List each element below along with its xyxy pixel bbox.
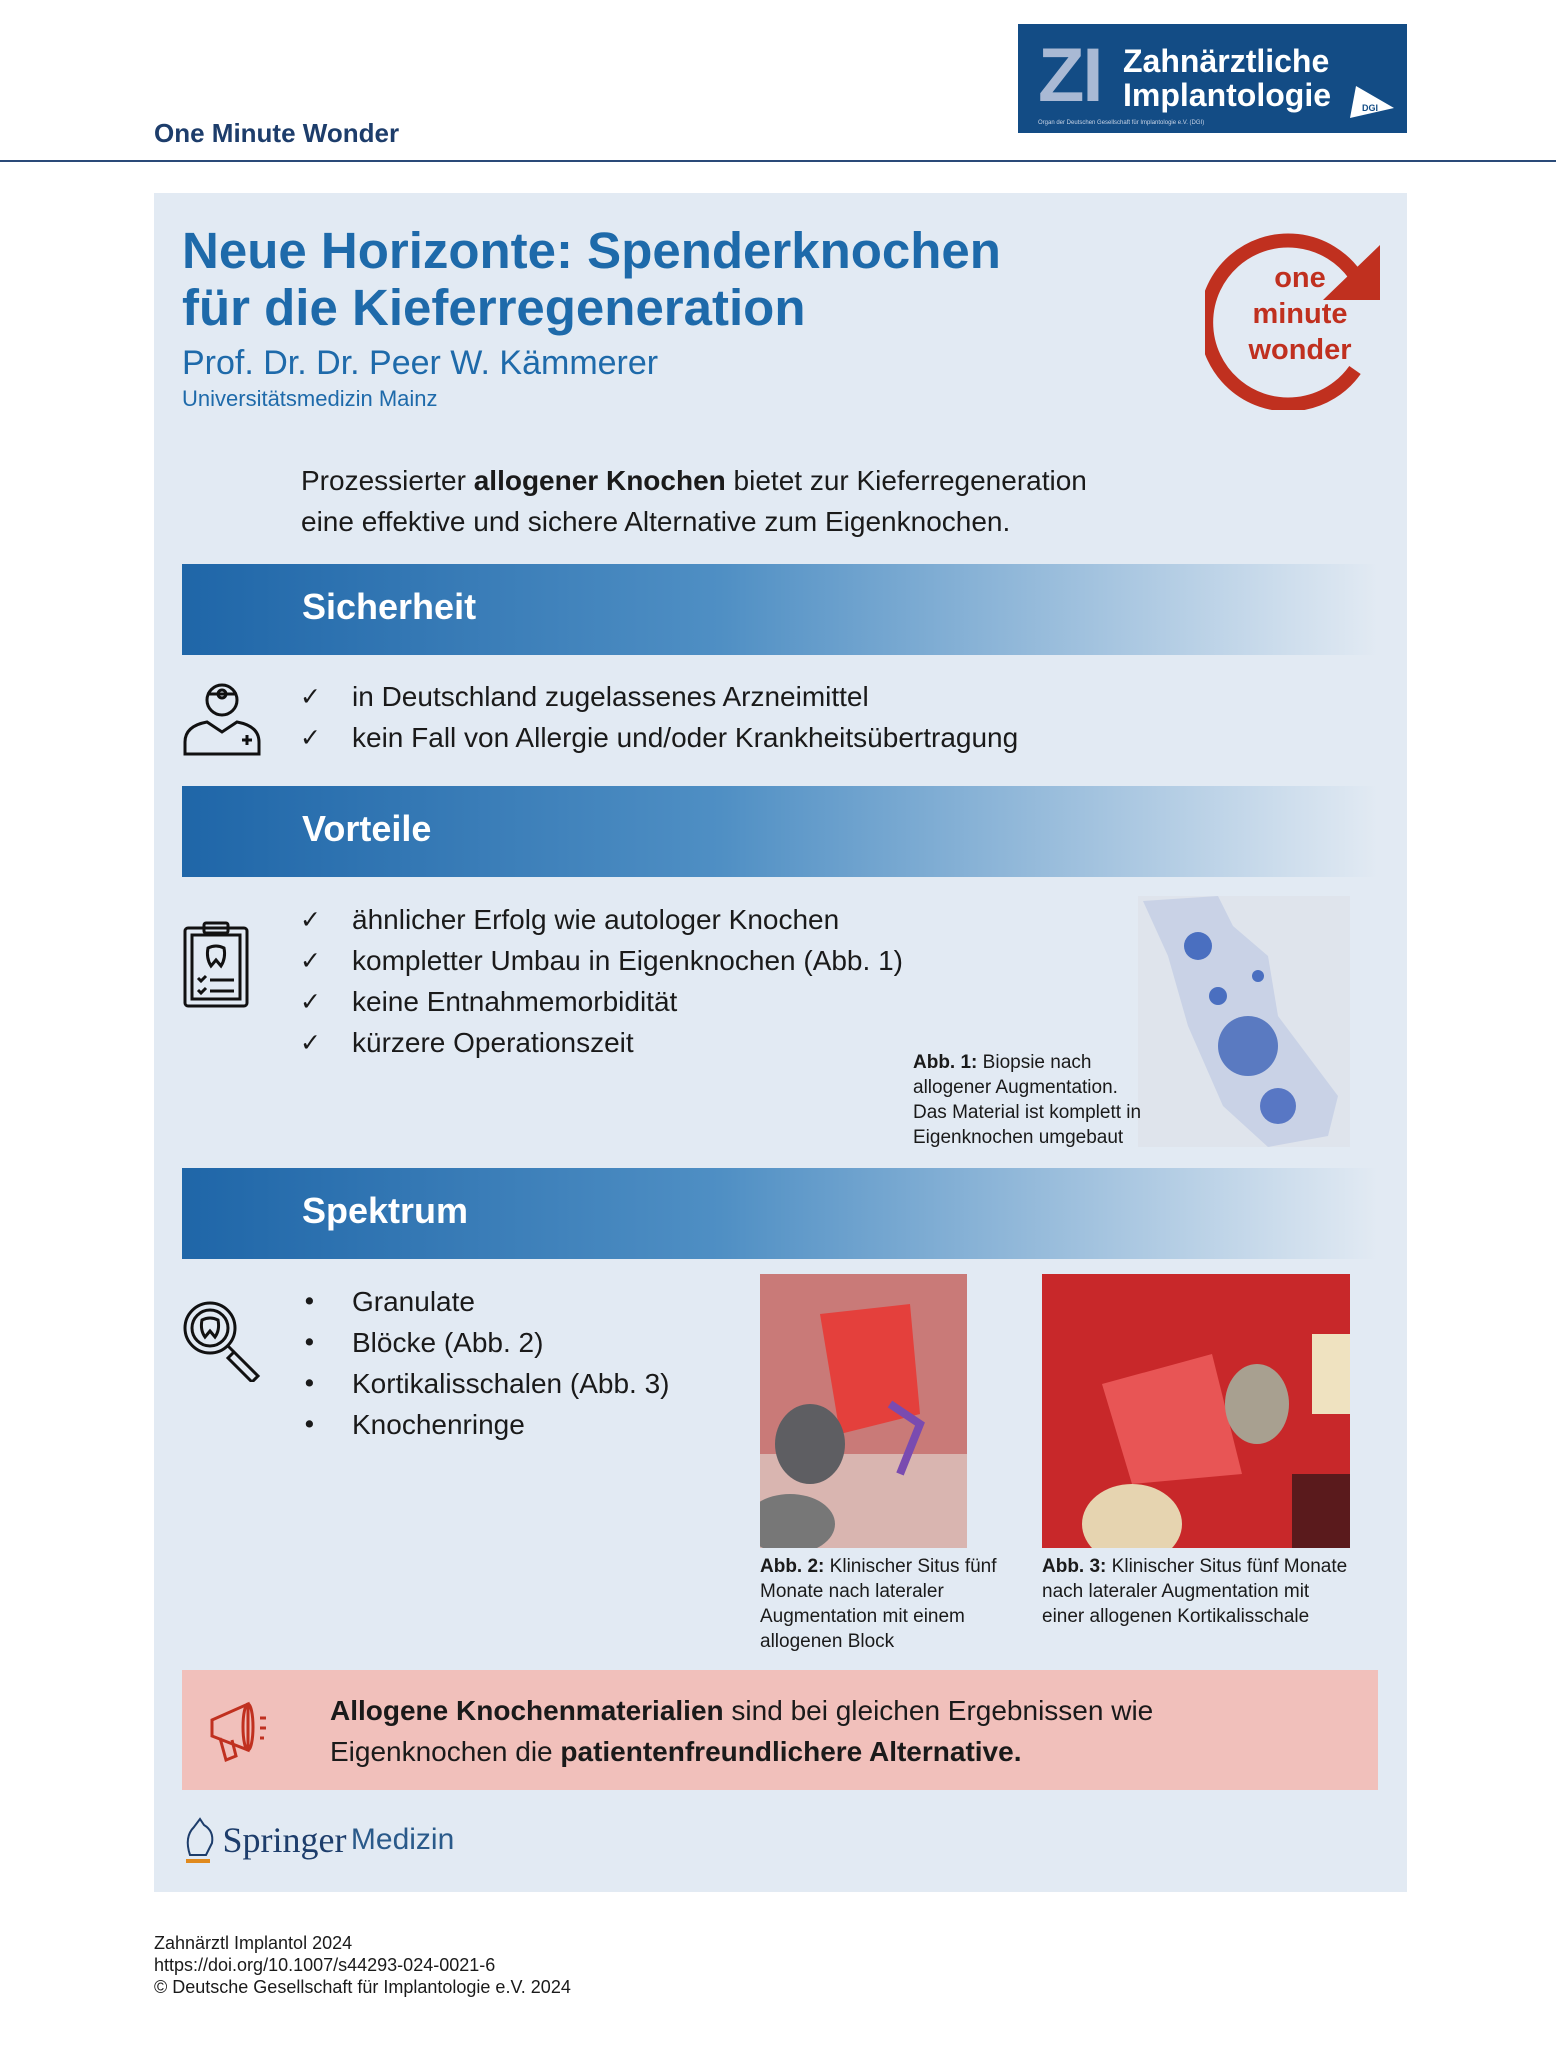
header-divider	[0, 160, 1556, 162]
magnifier-tooth-icon	[182, 1300, 264, 1382]
list-item: • Granulate	[300, 1281, 669, 1322]
author: Prof. Dr. Dr. Peer W. Kämmerer	[182, 344, 659, 382]
logo-title: Zahnärztliche Implantologie	[1123, 43, 1331, 113]
dgi-badge-icon	[1350, 86, 1394, 118]
spektrum-list	[300, 1281, 669, 1445]
conclusion-text: Allogene Knochenmaterialien sind bei gleichen Ergebnissen wie Eigenknochen die patientenfreundlichere Alternative.	[330, 1695, 1154, 1767]
list-item: ✓ ähnlicher Erfolg wie autologer Knochen	[300, 899, 903, 940]
one-minute-wonder-logo	[1205, 230, 1390, 410]
figure-3-clinical-photo	[1042, 1274, 1350, 1548]
journal-logo	[1018, 24, 1407, 133]
intro-text: Prozessierter allogener Knochen bietet zur Kieferregeneration eine effektive und sichere Alternative zum Eigenknochen.	[301, 465, 1087, 537]
svg-text:one: one	[1274, 262, 1326, 294]
section-label: One Minute Wonder	[154, 118, 400, 148]
springer-horse-icon	[182, 1815, 218, 1865]
clipboard-tooth-icon	[182, 920, 252, 1010]
doi-link[interactable]: https://doi.org/10.1007/s44293-024-0021-6	[154, 1955, 496, 1975]
springer-medizin-logo: Springer Medizin	[182, 1815, 454, 1865]
doctor-icon	[182, 676, 262, 756]
list-item: ✓ in Deutschland zugelassenes Arzneimittel	[300, 676, 1018, 717]
list-item: • Knochenringe	[300, 1404, 669, 1445]
sicherheit-list	[300, 676, 1018, 758]
list-item: ✓ kürzere Operationszeit	[300, 1022, 903, 1063]
section-header-spektrum: Spektrum	[182, 1168, 1378, 1259]
list-item: ✓ kompletter Umbau in Eigenknochen (Abb. 1)	[300, 940, 903, 981]
page-title: Neue Horizonte: Spenderknochen für die Kieferregeneration	[182, 222, 1001, 336]
citation-footer: Zahnärztl Implantol 2024 https://doi.org/10.1007/s44293-024-0021-6 © Deutsche Gesellschaft für Implantologie e.V. 2024	[154, 1933, 571, 1997]
section-header-vorteile: Vorteile	[182, 786, 1378, 877]
figure-2-caption: Abb. 2: Klinischer Situs fünf Monate nach lateraler Augmentation mit einem allogenen Block	[760, 1556, 997, 1652]
list-item: ✓ kein Fall von Allergie und/oder Krankheitsübertragung	[300, 717, 1018, 758]
affiliation: Universitätsmedizin Mainz	[182, 386, 438, 411]
list-item: ✓ keine Entnahmemorbidität	[300, 981, 903, 1022]
conclusion-box	[182, 1670, 1378, 1790]
logo-abbr: ZI	[1038, 33, 1102, 118]
svg-text:wonder: wonder	[1248, 334, 1352, 366]
list-item: • Blöcke (Abb. 2)	[300, 1322, 669, 1363]
figure-1-caption: Abb. 1: Biopsie nach allogener Augmentation. Das Material ist komplett in Eigenknochen umgebaut	[913, 1052, 1142, 1148]
list-item: • Kortikalisschalen (Abb. 3)	[300, 1363, 669, 1404]
svg-text:minute: minute	[1252, 298, 1348, 330]
vorteile-list	[300, 899, 903, 1063]
figure-3-caption: Abb. 3: Klinischer Situs fünf Monate nach lateraler Augmentation mit einer allogenen Kortikalisschale	[1042, 1556, 1348, 1627]
section-header-sicherheit: Sicherheit	[182, 564, 1378, 655]
svg-text:DGI: DGI	[1362, 103, 1379, 113]
figure-2-clinical-photo	[760, 1274, 967, 1548]
logo-tagline: Organ der Deutschen Gesellschaft für Implantologie e.V. (DGI)	[1038, 120, 1205, 126]
figure-1-biopsy-image	[1138, 896, 1350, 1147]
megaphone-icon	[208, 1700, 274, 1762]
